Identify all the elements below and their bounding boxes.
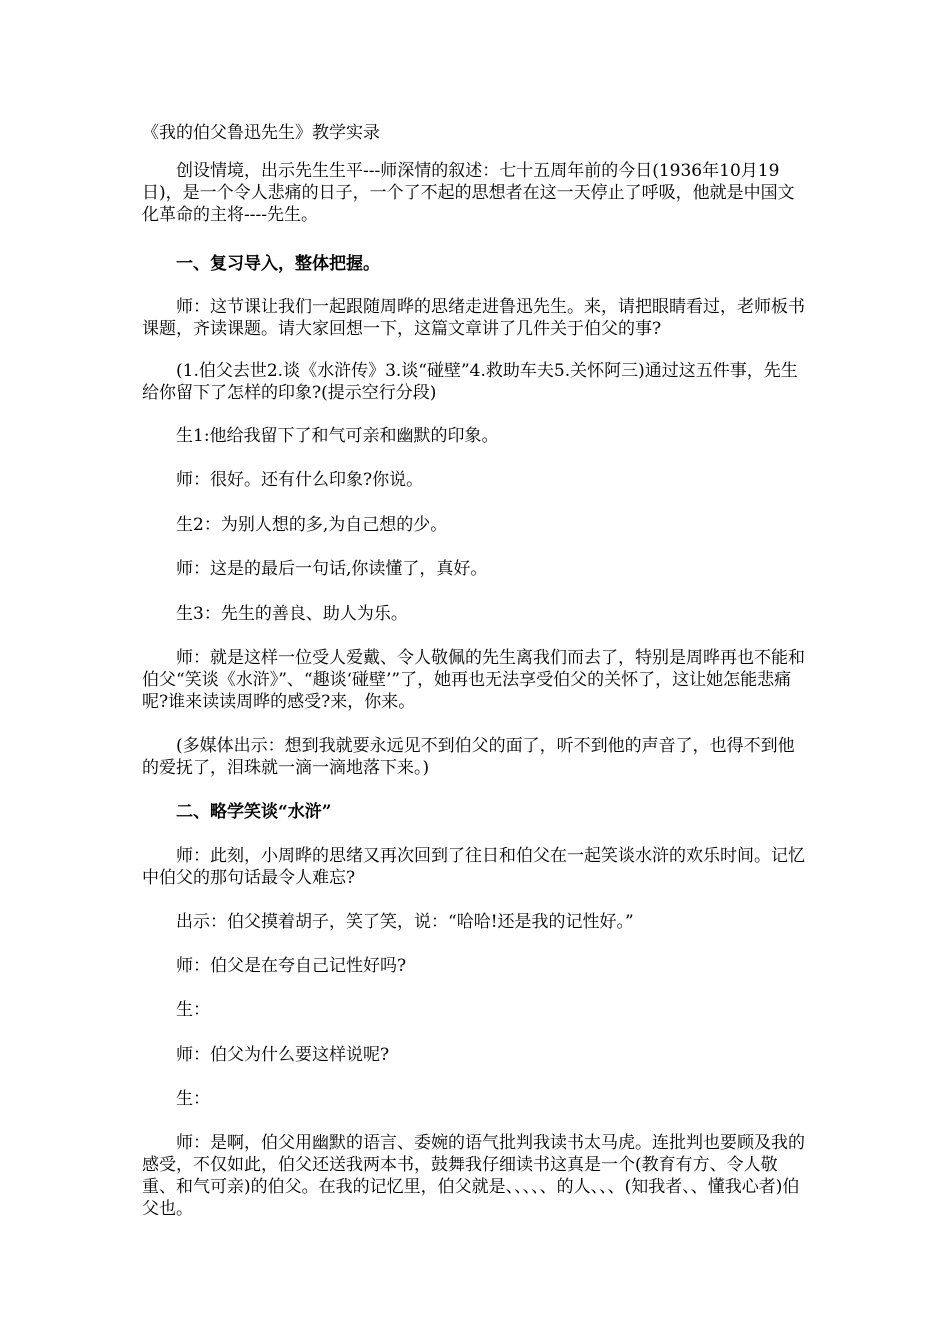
document-title: 《我的伯父鲁迅先生》教学实录 — [142, 123, 380, 143]
paragraph: 生： — [176, 1089, 210, 1109]
paragraph: 师：就是这样一位受人爱戴、令人敬佩的先生离我们而去了，特别是周晔再也不能和伯父“笑谈《水浒》”、“趣谈‘碰壁’”了，她再也无法享受伯父的关怀了，这让她怎能悲痛呢?谁来读读周晔的感受?来，你来。 — [142, 648, 805, 712]
paragraph: 生2：为别人想的多,为自己想的少。 — [176, 515, 448, 535]
paragraph: 师：这是的最后一句话,你读懂了，真好。 — [176, 559, 488, 579]
paragraph: (多媒体出示：想到我就要永远见不到伯父的面了，听不到他的声音了，也得不到他的爱抚了，泪珠就一滴一滴地落下来。) — [142, 736, 795, 778]
paragraph: 师：是啊，伯父用幽默的语言、委婉的语气批判我读书太马虎。连批判也要顾及我的感受，不仅如此，伯父还送我两本书，鼓舞我仔细读书这真是一个(教育有方、令人敬重、和气可亲)的伯父。在我的记忆里，伯父就是、、、、、的人、、、(知我者、、懂我心者)伯父也。 — [142, 1133, 805, 1219]
paragraph: 创设情境，出示先生生平---师深情的叙述：七十五周年前的今日(1936年10月19日)，是一个令人悲痛的日子，一个了不起的思想者在这一天停止了呼吸，他就是中国文化革命的主将----先生。 — [142, 161, 795, 225]
paragraph: 师：伯父是在夸自己记性好吗? — [176, 956, 407, 976]
section-heading: 一、复习导入，整体把握。 — [176, 254, 380, 274]
paragraph: 生： — [176, 1000, 210, 1020]
paragraph: 师：很好。还有什么印象?你说。 — [176, 470, 424, 490]
paragraph: 师：伯父为什么要这样说呢? — [176, 1045, 390, 1065]
paragraph: 出示：伯父摸着胡子，笑了笑，说：“哈哈!还是我的记性好。” — [176, 912, 634, 932]
paragraph: 生1:他给我留下了和气可亲和幽默的印象。 — [176, 426, 499, 446]
paragraph: 师：这节课让我们一起跟随周晔的思绪走进鲁迅先生。来，请把眼睛看过，老师板书课题，齐读课题。请大家回想一下，这篇文章讲了几件关于伯父的事? — [142, 297, 805, 339]
section-heading: 二、略学笑谈“水浒” — [176, 802, 332, 822]
paragraph: 师：此刻，小周晔的思绪又再次回到了往日和伯父在一起笑谈水浒的欢乐时间。记忆中伯父的那句话最令人难忘? — [142, 846, 805, 888]
paragraph: 生3：先生的善良、助人为乐。 — [176, 604, 408, 624]
paragraph: (1.伯父去世2.谈《水浒传》3.谈“碰壁”4.救助车夫5.关怀阿三)通过这五件事，先生给你留下了怎样的印象?(提示空行分段) — [142, 361, 798, 403]
